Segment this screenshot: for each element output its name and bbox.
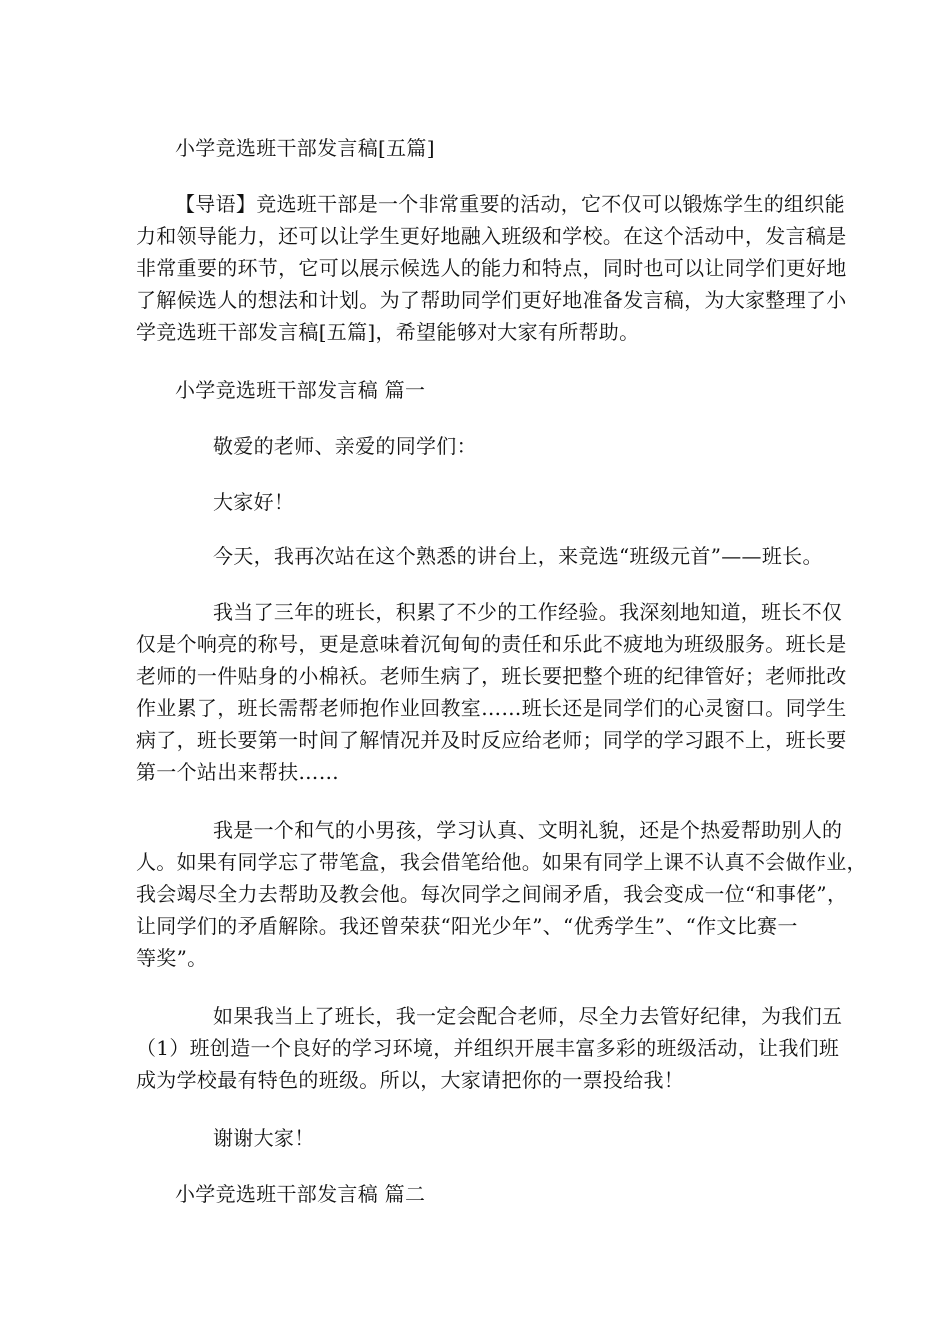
intro-line: 【导语】竞选班干部是一个非常重要的活动，它不仅可以锻炼学生的组织能 — [175, 192, 845, 216]
paragraph-line: 成为学校最有特色的班级。所以，大家请把你的一票投给我！ — [136, 1068, 685, 1092]
intro-line: 非常重要的环节，它可以展示候选人的能力和特点，同时也可以让同学们更好地 — [136, 256, 847, 280]
paragraph-line: 老师的一件贴身的小棉袄。老师生病了，班长要把整个班的纪律管好；老师批改 — [136, 664, 847, 688]
opening-paragraph: 今天，我再次站在这个熟悉的讲台上，来竞选“班级元首”——班长。 — [213, 544, 823, 568]
paragraph-line: 第一个站出来帮扶…… — [136, 760, 339, 784]
paragraph-line: （1）班创造一个良好的学习环境，并组织开展丰富多彩的班级活动，让我们班 — [136, 1036, 840, 1060]
paragraph-line: 如果我当上了班长，我一定会配合老师，尽全力去管好纪律，为我们五 — [213, 1004, 843, 1028]
paragraph-line: 我当了三年的班长，积累了不少的工作经验。我深刻地知道，班长不仅 — [213, 600, 843, 624]
document-title: 小学竞选班干部发言稿[五篇] — [175, 136, 435, 160]
section-heading-2: 小学竞选班干部发言稿 篇二 — [175, 1182, 426, 1206]
paragraph-line: 等奖”。 — [136, 946, 208, 970]
salutation: 敬爱的老师、亲爱的同学们： — [213, 434, 477, 458]
intro-line: 力和领导能力，还可以让学生更好地融入班级和学校。在这个活动中，发言稿是 — [136, 224, 847, 248]
closing: 谢谢大家！ — [213, 1126, 315, 1150]
intro-line: 学竞选班干部发言稿[五篇]，希望能够对大家有所帮助。 — [136, 320, 640, 344]
paragraph-line: 让同学们的矛盾解除。我还曾荣获“阳光少年”、“优秀学生”、“作文比赛一 — [136, 914, 798, 938]
section-heading-1: 小学竞选班干部发言稿 篇一 — [175, 378, 426, 402]
greeting: 大家好！ — [213, 490, 295, 514]
paragraph-line: 病了，班长要第一时间了解情况并及时反应给老师；同学的学习跟不上，班长要 — [136, 728, 847, 752]
intro-line: 了解候选人的想法和计划。为了帮助同学们更好地准备发言稿，为大家整理了小 — [136, 288, 847, 312]
paragraph-line: 作业累了，班长需帮老师抱作业回教室……班长还是同学们的心灵窗口。同学生 — [136, 696, 847, 720]
paragraph-line: 我会竭尽全力去帮助及教会他。每次同学之间闹矛盾，我会变成一位“和事佬”， — [136, 882, 848, 906]
paragraph-line: 人。如果有同学忘了带笔盒，我会借笔给他。如果有同学上课不认真不会做作业， — [136, 850, 867, 874]
paragraph-line: 仅是个响亮的称号，更是意味着沉甸甸的责任和乐此不疲地为班级服务。班长是 — [136, 632, 847, 656]
paragraph-line: 我是一个和气的小男孩，学习认真、文明礼貌，还是个热爱帮助别人的 — [213, 818, 843, 842]
